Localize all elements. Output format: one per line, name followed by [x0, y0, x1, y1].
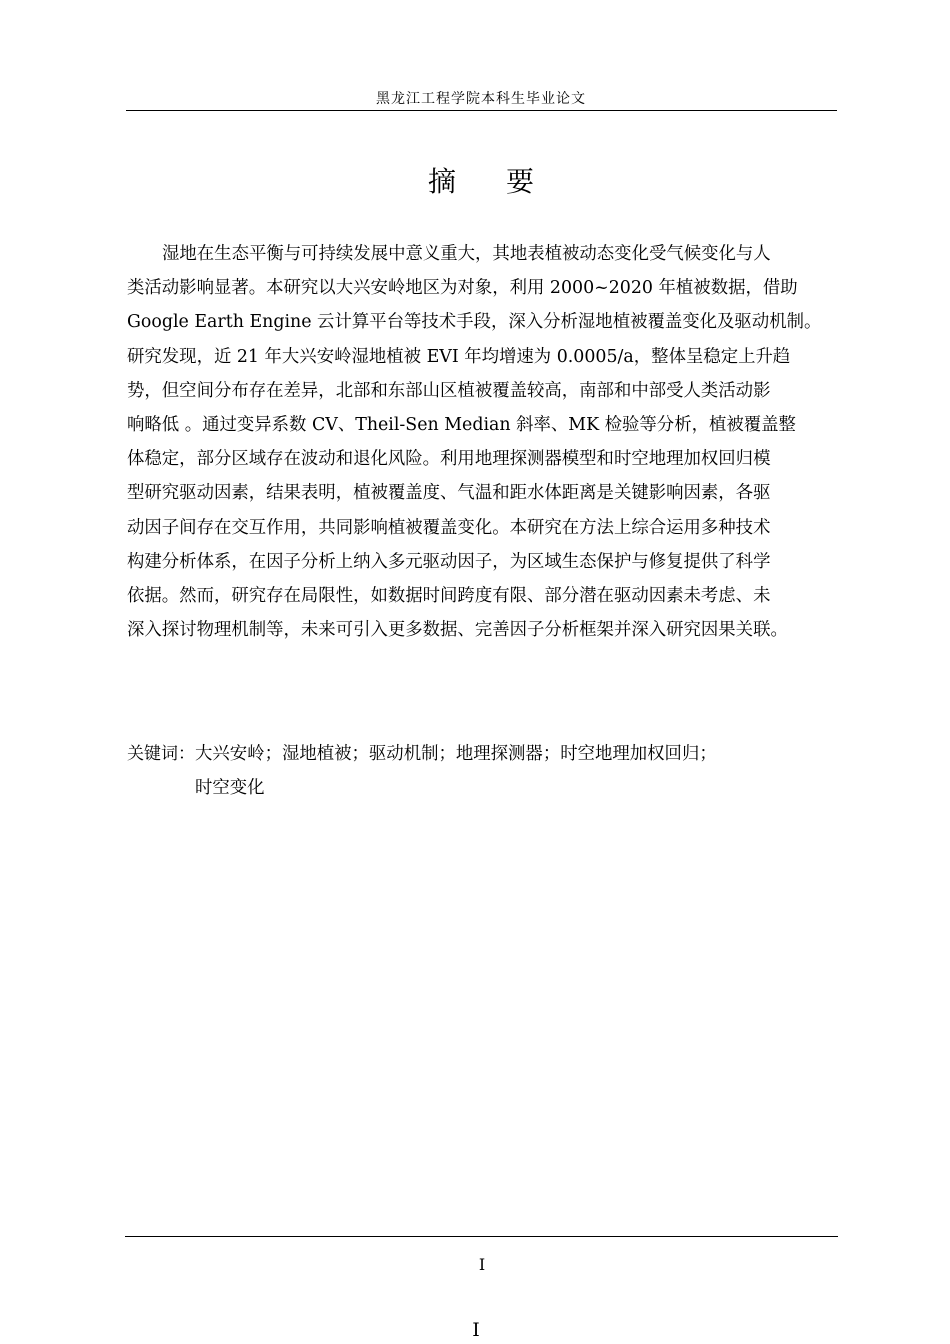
abstract-title-char-1: 摘 — [427, 165, 456, 198]
abstract-line: 型研究驱动因素，结果表明，植被覆盖度、气温和距水体距离是关键影响因素，各驱 — [127, 483, 771, 504]
keywords-label: 关键词： — [127, 744, 195, 764]
abstract-line: 研究发现，近 21 年大兴安岭湿地植被 EVI 年均增速为 0.0005/a，整体呈稳定上升趋 — [127, 346, 791, 367]
keywords-line-1: 大兴安岭；湿地植被；驱动机制；地理探测器；时空地理加权回归； — [195, 744, 717, 764]
abstract-line: 深入探讨物理机制等，未来可引入更多数据、完善因子分析框架并深入研究因果关联。 — [127, 620, 788, 641]
running-header: 黑龙江工程学院本科生毕业论文 — [376, 91, 586, 107]
abstract-title — [126, 162, 836, 202]
page-number-secondary: I — [472, 1319, 480, 1341]
abstract-line: 体稳定，部分区域存在波动和退化风险。利用地理探测器模型和时空地理加权回归模 — [127, 449, 771, 470]
abstract-line: 势，但空间分布存在差异，北部和东部山区植被覆盖较高，南部和中部受人类活动影 — [127, 380, 771, 401]
keywords-block — [127, 737, 837, 805]
abstract-title-char-2: 要 — [506, 165, 535, 198]
page-number: I — [478, 1255, 486, 1274]
abstract-body — [127, 237, 837, 647]
header-divider — [126, 110, 837, 111]
abstract-line: 类活动影响显著。本研究以大兴安岭地区为对象，利用 2000~2020 年植被数据，借助 — [127, 278, 798, 299]
abstract-line: 构建分析体系，在因子分析上纳入多元驱动因子，为区域生态保护与修复提供了科学 — [127, 551, 771, 572]
abstract-line: 依据。然而，研究存在局限性，如数据时间跨度有限、部分潜在驱动因素未考虑、未 — [127, 585, 771, 606]
footer-divider — [125, 1236, 838, 1237]
abstract-line: Google Earth Engine 云计算平台等技术手段，深入分析湿地植被覆盖变化及驱动机制。 — [127, 312, 822, 333]
abstract-line: 动因子间存在交互作用，共同影响植被覆盖变化。本研究在方法上综合运用多种技术 — [127, 517, 771, 538]
abstract-line: 湿地在生态平衡与可持续发展中意义重大，其地表植被动态变化受气候变化与人 — [162, 244, 771, 264]
abstract-line: 响略低 。通过变异系数 CV、Theil-Sen Median 斜率、MK 检验等分析，植被覆盖整 — [127, 414, 796, 435]
keywords-line-2: 时空变化 — [195, 778, 265, 798]
